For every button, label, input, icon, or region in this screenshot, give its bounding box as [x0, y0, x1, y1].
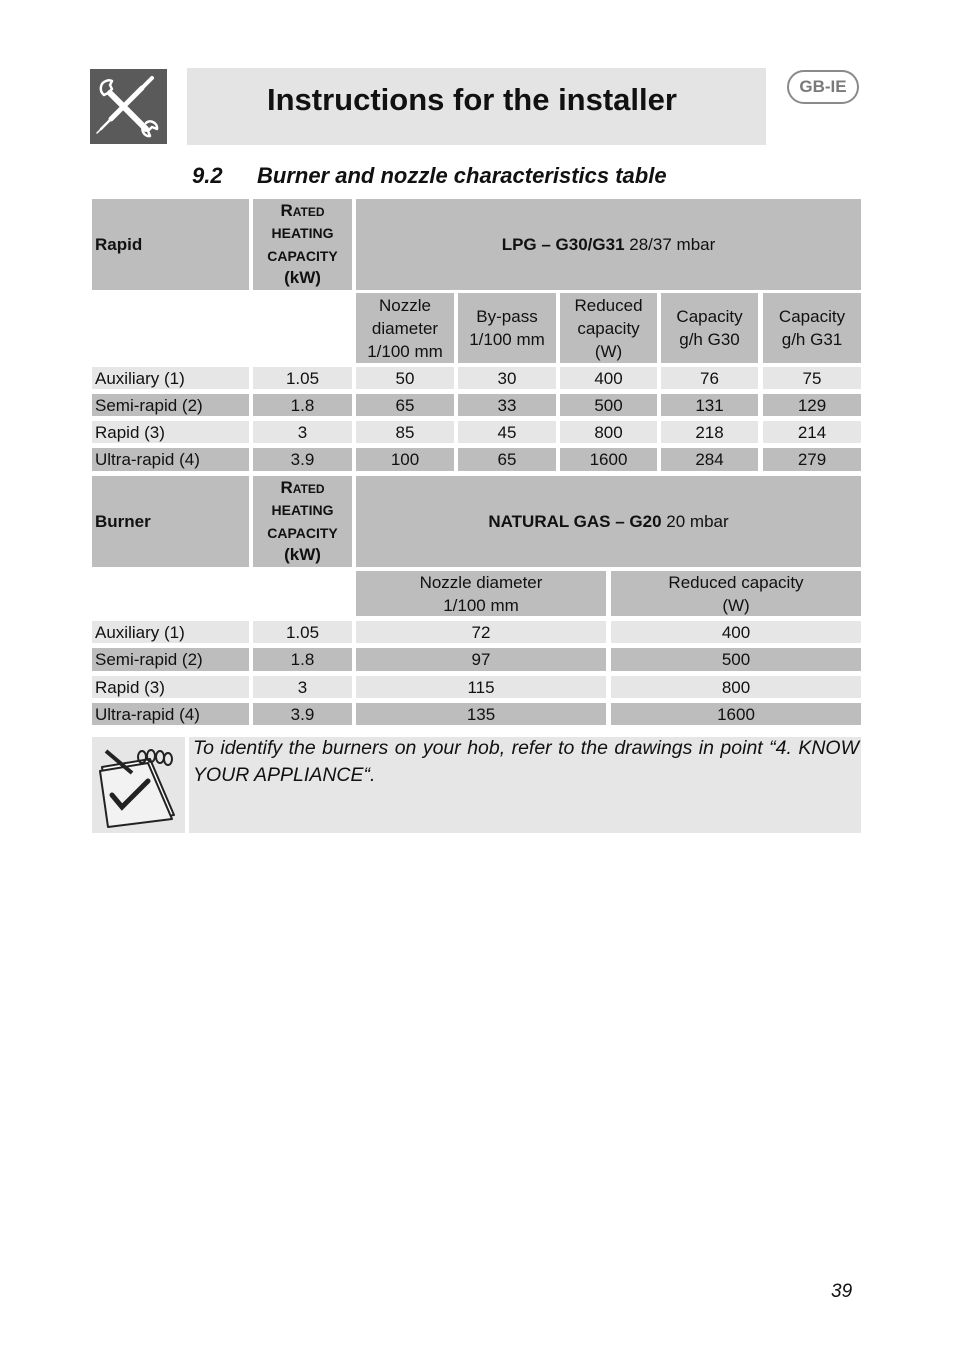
g31-value: 279 — [763, 448, 861, 471]
lpg-rated-capacity-header: Rated HEATING CAPACITY (kW) — [253, 199, 352, 290]
nozzle-value: 85 — [356, 421, 454, 443]
reduced-value: 1600 — [560, 448, 657, 471]
burner-name: Ultra-rapid (4) — [92, 448, 249, 471]
kw-value: 3.9 — [253, 703, 352, 725]
bypass-value: 65 — [458, 448, 556, 471]
language-badge: GB-IE — [787, 70, 859, 104]
note-box — [189, 737, 861, 833]
kw-value: 1.05 — [253, 621, 352, 643]
nozzle-value: 97 — [356, 648, 606, 671]
lpg-subheader-g30: Capacity g/h G30 — [661, 293, 758, 363]
nozzle-value: 65 — [356, 394, 454, 416]
tools-icon — [90, 69, 167, 144]
nozzle-value: 72 — [356, 621, 606, 643]
section-heading — [192, 163, 667, 189]
burner-name: Ultra-rapid (4) — [92, 703, 249, 725]
lpg-subheader-nozzle: Nozzle diameter 1/100 mm — [356, 293, 454, 363]
section-title: Burner and nozzle characteristics table — [257, 163, 667, 188]
kw-value: 1.8 — [253, 394, 352, 416]
kw-value: 3 — [253, 676, 352, 698]
nozzle-value: 100 — [356, 448, 454, 471]
kw-value: 1.8 — [253, 648, 352, 671]
burner-name: Rapid (3) — [92, 676, 249, 698]
g30-value: 76 — [661, 367, 758, 389]
reduced-value: 800 — [611, 676, 861, 698]
g31-value: 75 — [763, 367, 861, 389]
ng-subheader-reduced: Reduced capacity (W) — [611, 571, 861, 616]
burner-name: Rapid (3) — [92, 421, 249, 443]
g30-value: 284 — [661, 448, 758, 471]
bypass-value: 33 — [458, 394, 556, 416]
reduced-value: 500 — [560, 394, 657, 416]
g30-value: 131 — [661, 394, 758, 416]
reduced-value: 800 — [560, 421, 657, 443]
burner-name: Semi-rapid (2) — [92, 394, 249, 416]
kw-value: 3.9 — [253, 448, 352, 471]
lpg-gas-header: LPG – G30/G31 28/37 mbar — [356, 199, 861, 290]
lpg-subheader-g31: Capacity g/h G31 — [763, 293, 861, 363]
bypass-value: 45 — [458, 421, 556, 443]
note-text: To identify the burners on your hob, refer to the drawings in point “4. KNOW YOUR APPLIANCE“. — [193, 737, 859, 786]
ng-gas-header: NATURAL GAS – G20 20 mbar — [356, 476, 861, 567]
reduced-value: 400 — [611, 621, 861, 643]
page-number: 39 — [831, 1281, 853, 1302]
ng-col1-header: Burner — [92, 476, 249, 567]
ng-rated-capacity-header: Rated HEATING CAPACITY (kW) — [253, 476, 352, 567]
page-title: Instructions for the installer — [267, 82, 677, 117]
burner-name: Auxiliary (1) — [92, 621, 249, 643]
kw-value: 1.05 — [253, 367, 352, 389]
notepad-checkmark-icon — [92, 737, 185, 833]
kw-value: 3 — [253, 421, 352, 443]
lpg-subheader-bypass: By-pass 1/100 mm — [458, 293, 556, 363]
g31-value: 129 — [763, 394, 861, 416]
reduced-value: 1600 — [611, 703, 861, 725]
lpg-col1-header: Rapid — [92, 199, 249, 290]
ng-subheader-nozzle: Nozzle diameter 1/100 mm — [356, 571, 606, 616]
nozzle-value: 50 — [356, 367, 454, 389]
g30-value: 218 — [661, 421, 758, 443]
nozzle-value: 135 — [356, 703, 606, 725]
g31-value: 214 — [763, 421, 861, 443]
title-bar — [187, 68, 766, 145]
nozzle-value: 115 — [356, 676, 606, 698]
section-number: 9.2 — [192, 163, 223, 188]
bypass-value: 30 — [458, 367, 556, 389]
burner-name: Auxiliary (1) — [92, 367, 249, 389]
reduced-value: 400 — [560, 367, 657, 389]
lpg-subheader-reduced: Reduced capacity (W) — [560, 293, 657, 363]
reduced-value: 500 — [611, 648, 861, 671]
burner-name: Semi-rapid (2) — [92, 648, 249, 671]
